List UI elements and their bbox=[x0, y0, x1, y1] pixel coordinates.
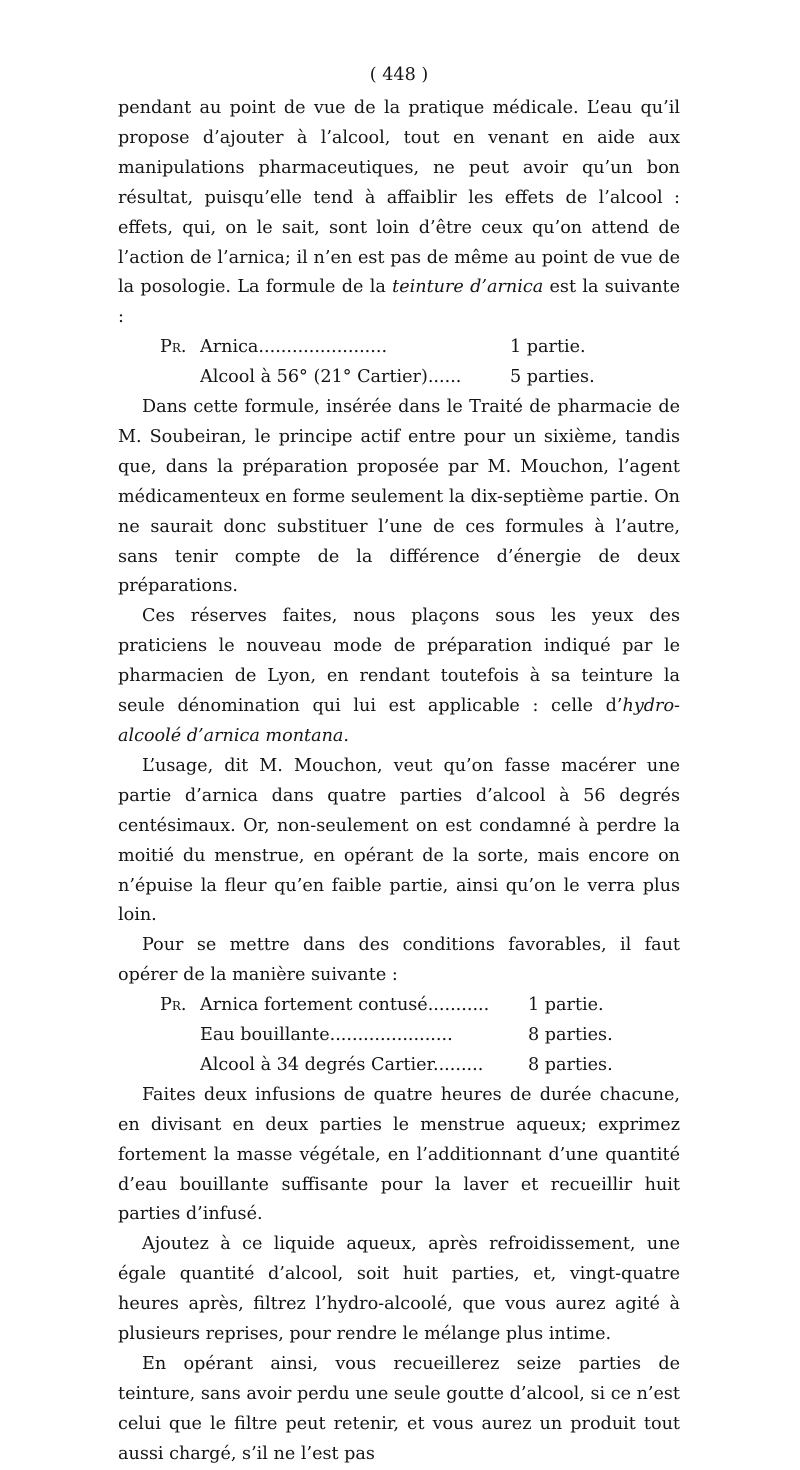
paragraph-2: Dans cette formule, insérée dans le Traité de pharmacie de M. Soubeiran, le principe actif entre pour un sixième, tandis que, dans la préparation proposée par M. Mouchon, l’agent médicamenteux en forme seulement la dix-septième partie. On ne saurait donc substituer l’une de ces formules à l’autre, sans tenir compte de la différence d’énergie de deux préparations. bbox=[118, 397, 680, 597]
formula-hydro-alcoole bbox=[118, 991, 680, 1081]
ingredient-name: Arnica....................... bbox=[200, 337, 388, 358]
teinture-arnica-italic: teinture d’arnica bbox=[392, 277, 544, 298]
formula-row bbox=[118, 1051, 680, 1081]
formula-row bbox=[118, 333, 680, 363]
formula-row bbox=[118, 991, 680, 1021]
paragraph-4: L’usage, dit M. Mouchon, veut qu’on fasse macérer une partie d’arnica dans quatre parties d’alcool à 56 degrés centésimaux. Or, non-seulement on est condamné à perdre la moitié du menstrue, en opérant de la sorte, mais encore on n’épuise la fleur qu’en faible partie, ainsi qu’on le verra plus loin. bbox=[118, 755, 680, 926]
formula-teinture bbox=[118, 333, 680, 393]
ingredient-name: Alcool à 34 degrés Cartier......... bbox=[200, 1054, 484, 1075]
paragraph-1 bbox=[118, 94, 680, 333]
paragraph-3-text: Ces réserves faites, nous plaçons sous les yeux des praticiens le nouveau mode de préparation indiqué par le pharmacien de Lyon, en rendant toutefois à sa teinture la seule dénomination qui lui est applicable : celle d’ bbox=[118, 606, 680, 717]
ingredient-quantity: 8 parties. bbox=[528, 1025, 613, 1046]
ingredient-name: Alcool à 56° (21° Cartier)...... bbox=[200, 367, 462, 388]
ingredient-quantity: 5 parties. bbox=[510, 367, 595, 388]
ingredient-quantity: 1 partie. bbox=[510, 337, 586, 358]
paragraph-6: Faites deux infusions de quatre heures de durée chacune, en divisant en deux parties le menstrue aqueux; exprimez fortement la masse végétale, en l’additionnant d’une quantité d’eau bouillante suffisante pour la laver et recueillir huit parties d’infusé. bbox=[118, 1084, 680, 1225]
paragraph-8: En opérant ainsi, vous recueillerez seize parties de teinture, sans avoir perdu une seule goutte d’alcool, si ce n’est celui que le filtre peut retenir, et vous aurez un produit tout aussi chargé, s’il ne l’est pas bbox=[118, 1353, 681, 1464]
paragraph-5: Pour se mettre dans des conditions favorables, il faut opérer de la manière suivante : bbox=[118, 935, 680, 986]
ingredient-name: Eau bouillante...................... bbox=[200, 1025, 453, 1046]
ingredient-quantity: 1 partie. bbox=[528, 995, 604, 1016]
paragraph-7: Ajoutez à ce liquide aqueux, après refroidissement, une égale quantité d’alcool, soit huit parties, et, vingt-quatre heures après, filtrez l’hydro-alcoolé, que vous aurez agité à plusieurs reprises, pour rendre le mélange plus intime. bbox=[118, 1234, 680, 1345]
prescription-abbrev: Pr. bbox=[160, 995, 187, 1016]
formula-row bbox=[118, 363, 680, 393]
prescription-abbrev: Pr. bbox=[160, 337, 187, 358]
paragraph-1-text: pendant au point de vue de la pratique médicale. L’eau qu’il propose d’ajouter à l’alcool, tout en venant en aide aux manipulations pharmaceutiques, ne peut avoir qu’un bon résultat, puisqu’elle tend à affaiblir les effets de l’alcool : effets, qui, on le sait, sont loin d’être ceux qu’on attend de l’action de l’arnica; il n’en est pas de même au point de vue de la posologie. La formule de la bbox=[118, 98, 680, 298]
book-page bbox=[118, 60, 680, 1470]
paragraph-3 bbox=[118, 602, 680, 752]
hydro-alcoole-italic: hydro-alcoolé d’arnica montana. bbox=[118, 696, 680, 746]
paragraph-1-end: est la suivante : bbox=[118, 277, 681, 328]
ingredient-quantity: 8 parties. bbox=[528, 1054, 613, 1075]
page-number: ( 448 ) bbox=[369, 65, 429, 85]
ingredient-name: Arnica fortement contusé........... bbox=[200, 995, 490, 1016]
formula-row bbox=[118, 1021, 680, 1051]
